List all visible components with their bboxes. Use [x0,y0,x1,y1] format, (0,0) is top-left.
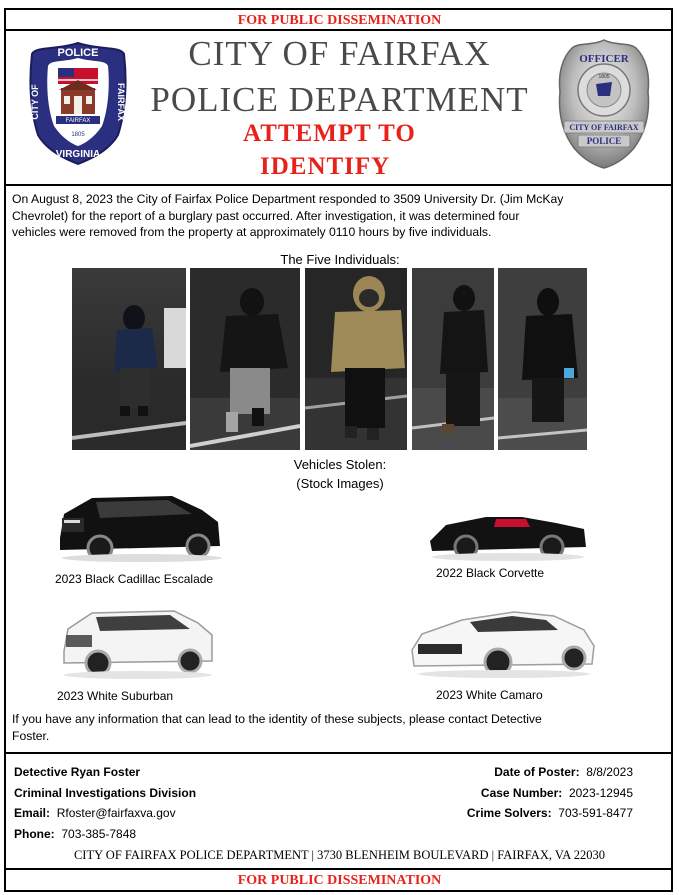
corvette-image [426,503,588,563]
vehicles-heading [240,455,440,493]
contact-line-1: If you have any information that can lead to the identity of these subjects, please contact Detective [12,712,542,726]
suburban-image [58,603,216,681]
title-city: CITY OF FAIRFAX [188,34,491,73]
suspect-photo-3 [305,268,407,450]
case-label: Case Number: [480,785,563,800]
header-bottom-rule [4,184,673,186]
seal-right-text: FAIRFAX [116,82,126,122]
detective-email[interactable]: Rfoster@fairfaxva.gov [56,806,176,820]
vehicles-heading-line2: (Stock Images) [296,476,384,491]
suspect-photo-2 [190,268,300,450]
detective-phone: 703-385-7848 [61,826,137,841]
intro-line-2: Chevrolet) for the report of a burglary past occurred. After investigation, it was determined four [12,208,520,223]
attempt-line1: ATTEMPT TO [243,120,416,147]
vehicles-heading-line1: Vehicles Stolen: [293,457,387,472]
phone-label: Phone: [14,826,55,841]
seal-left-text: CITY OF [30,84,40,120]
individuals-heading: The Five Individuals: [280,252,400,267]
seal-top-text: POLICE [57,47,99,59]
badge-year: 1805 [598,74,610,80]
seal-bottom-text: VIRGINIA [55,149,101,160]
date-label: Date of Poster: [494,765,580,779]
badge-top-text: OFFICER [579,53,629,65]
contact-paragraph [12,711,662,744]
email-label: Email: [14,806,51,820]
crime-solvers-label: Crime Solvers: [466,806,552,820]
suspect-photo-1 [72,268,186,450]
crime-solvers-number: 703-591-8477 [558,806,633,820]
footer-bottom-rule [4,868,673,870]
officer-badge [556,38,652,170]
badge-middle-text: CITY OF FAIRFAX [569,123,639,132]
intro-line-3: vehicles were removed from the property at approximately 0110 hours by five individuals. [12,225,492,239]
seal-banner-text: FAIRFAX [65,118,91,124]
footer-address: CITY OF FAIRFAX POLICE DEPARTMENT | 3730 BLENHEIM BOULEVARD | FAIRFAX, VA 22030 [73,848,606,862]
label-camaro: 2023 White Camaro [436,688,543,702]
footer-top-rule [4,752,673,754]
label-corvette: 2022 Black Corvette [436,566,545,580]
contact-line-2: Foster. [12,728,50,743]
detective-name: Detective Ryan Foster [14,765,141,779]
case-info [467,762,633,824]
camaro-image [408,604,598,680]
suspect-photo-5 [498,268,587,450]
label-suburban: 2023 White Suburban [57,689,174,703]
intro-line-1: On August 8, 2023 the City of Fairfax Police Department responded to 3509 University Dr. (Jim McKay [12,192,564,206]
intro-paragraph [12,191,662,241]
detective-division: Criminal Investigations Division [14,785,197,800]
dissemination-top: FOR PUBLIC DISSEMINATION [237,13,442,28]
dissemination-bottom: FOR PUBLIC DISSEMINATION [237,873,442,888]
badge-bottom-text: POLICE [586,136,622,146]
header-rule [4,29,673,31]
suspect-photo-4 [412,268,494,450]
attempt-line2: IDENTIFY [260,153,391,180]
case-number: 2023-12945 [568,785,633,800]
poster-date: 8/8/2023 [586,765,633,779]
seal-year: 1805 [71,132,85,138]
cadillac-escalade-image [52,488,224,568]
detective-info [14,762,196,844]
label-escalade: 2023 Black Cadillac Escalade [55,572,214,586]
title-department: POLICE DEPARTMENT [150,80,529,119]
